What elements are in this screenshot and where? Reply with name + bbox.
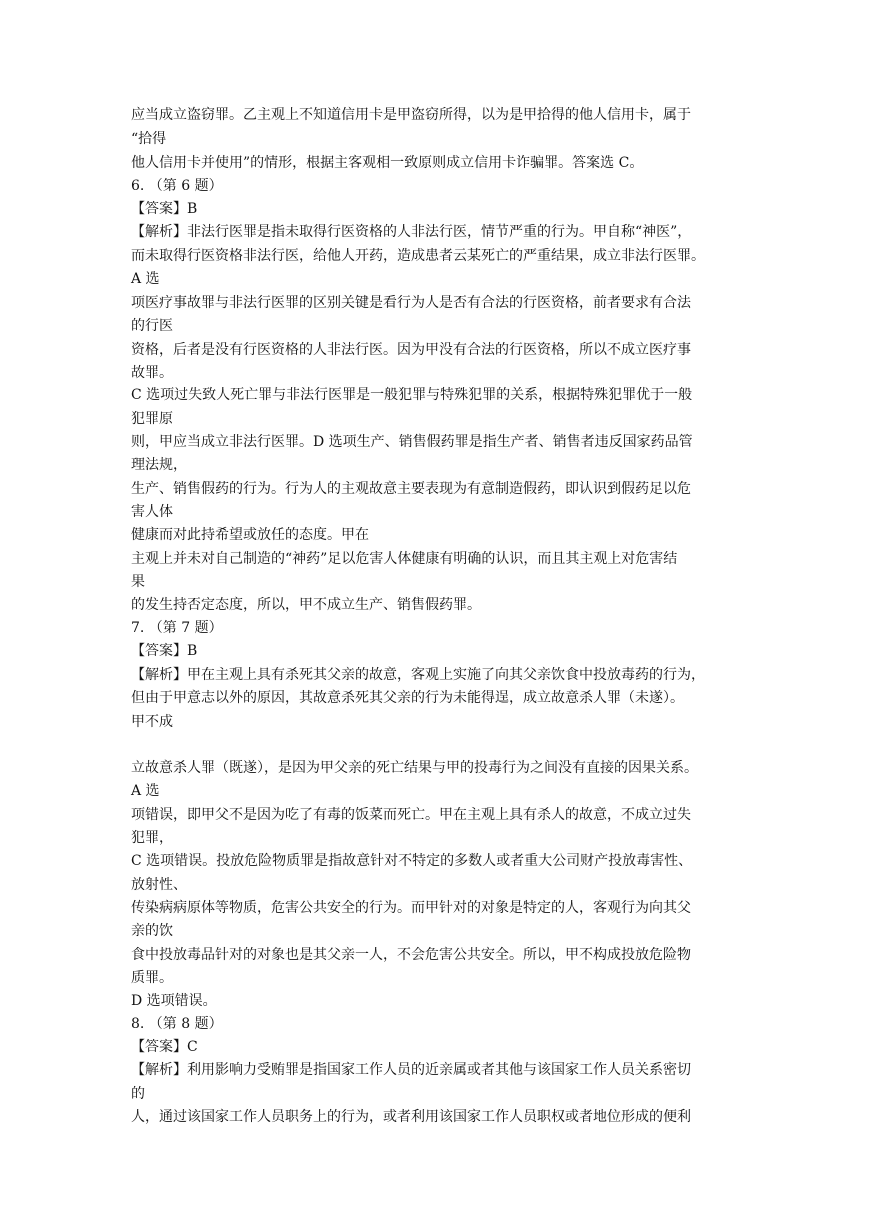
text-line: C 选项错误。投放危险物质罪是指故意针对不特定的多数人或者重大公司财产投放毒害性、 [131, 853, 693, 869]
text-line: 放射性、 [131, 877, 187, 893]
text-line: 应当成立盗窃罪。乙主观上不知道信用卡是甲盗窃所得，以为是甲拾得的他人信用卡，属于 [131, 107, 691, 123]
text-line: 犯罪， [131, 830, 173, 846]
text-line: 食中投放毒品针对的对象也是其父亲一人，不会危害公共安全。所以，甲不构成投放危险物 [131, 947, 691, 963]
text-line: 故罪。 [131, 365, 173, 381]
text-line: 【解析】甲在主观上具有杀死其父亲的故意，客观上实施了向其父亲饮食中投放毒药的行为， [131, 667, 705, 683]
text-line: 的行医 [131, 318, 173, 334]
answer-line: 【答案】B [131, 201, 198, 217]
answer-line: 【答案】B [131, 643, 198, 659]
text-line: 主观上并未对自己制造的“神药”足以危害人体健康有明确的认识，而且其主观上对危害结 [131, 551, 678, 567]
text-line: 亲的饮 [131, 923, 173, 939]
text-line: 则，甲应当成立非法行医罪。D 选项生产、销售假药罪是指生产者、销售者违反国家药品管 [131, 434, 693, 450]
text-line: 立故意杀人罪（既遂），是因为甲父亲的死亡结果与甲的投毒行为之间没有直接的因果关系。 [131, 760, 698, 776]
text-line: “拾得 [131, 131, 167, 147]
text-line: 的 [131, 1086, 145, 1102]
text-line: 害人体 [131, 504, 173, 520]
answer-line: 【答案】C [131, 1039, 198, 1055]
text-line: 犯罪原 [131, 411, 173, 427]
text-line: 生产、销售假药的行为。行为人的主观故意主要表现为有意制造假药，即认识到假药足以危 [131, 481, 691, 497]
text-line: 【解析】利用影响力受贿罪是指国家工作人员的近亲属或者其他与该国家工作人员关系密切 [131, 1062, 691, 1078]
text-line: A 选 [131, 783, 160, 799]
question-heading: 7. （第 7 题） [131, 620, 223, 636]
text-line: 传染病病原体等物质，危害公共安全的行为。而甲针对的对象是特定的人，客观行为向其父 [131, 900, 691, 916]
text-line: 理法规， [131, 457, 187, 473]
question-heading: 6. （第 6 题） [131, 178, 223, 194]
text-line: 质罪。 [131, 970, 173, 986]
text-line: 健康而对此持希望或放任的态度。甲在 [131, 527, 369, 543]
text-line: 项医疗事故罪与非法行医罪的区别关键是看行为人是否有合法的行医资格，前者要求有合法 [131, 295, 691, 311]
text-line: 甲不成 [131, 714, 173, 730]
text-line: 但由于甲意志以外的原因，其故意杀死其父亲的行为未能得逞，成立故意杀人罪（未遂）。 [131, 690, 684, 706]
text-line: 资格，后者是没有行医资格的人非法行医。因为甲没有合法的行医资格，所以不成立医疗事 [131, 342, 691, 358]
text-line: 【解析】非法行医罪是指未取得行医资格的人非法行医，情节严重的行为。甲自称“神医”， [131, 224, 692, 240]
text-line: 而未取得行医资格非法行医，给他人开药，造成患者云某死亡的严重结果，成立非法行医罪。 [131, 248, 705, 264]
text-line: 果 [131, 574, 145, 590]
text-line: A 选 [131, 271, 160, 287]
text-line: C 选项过失致人死亡罪与非法行医罪是一般犯罪与特殊犯罪的关系，根据特殊犯罪优于一般 [131, 387, 693, 403]
text-line: D 选项错误。 [131, 993, 217, 1009]
text-line: 他人信用卡并使用”的情形，根据主客观相一致原则成立信用卡诈骗罪。答案选 C。 [131, 155, 644, 171]
text-line: 的发生持否定态度，所以，甲不成立生产、销售假药罪。 [131, 597, 481, 613]
question-heading: 8. （第 8 题） [131, 1016, 223, 1032]
text-line: 项错误，即甲父不是因为吃了有毒的饭菜而死亡。甲在主观上具有杀人的故意，不成立过失 [131, 807, 691, 823]
text-line: 人，通过该国家工作人员职务上的行为，或者利用该国家工作人员职权或者地位形成的便利 [131, 1109, 691, 1125]
